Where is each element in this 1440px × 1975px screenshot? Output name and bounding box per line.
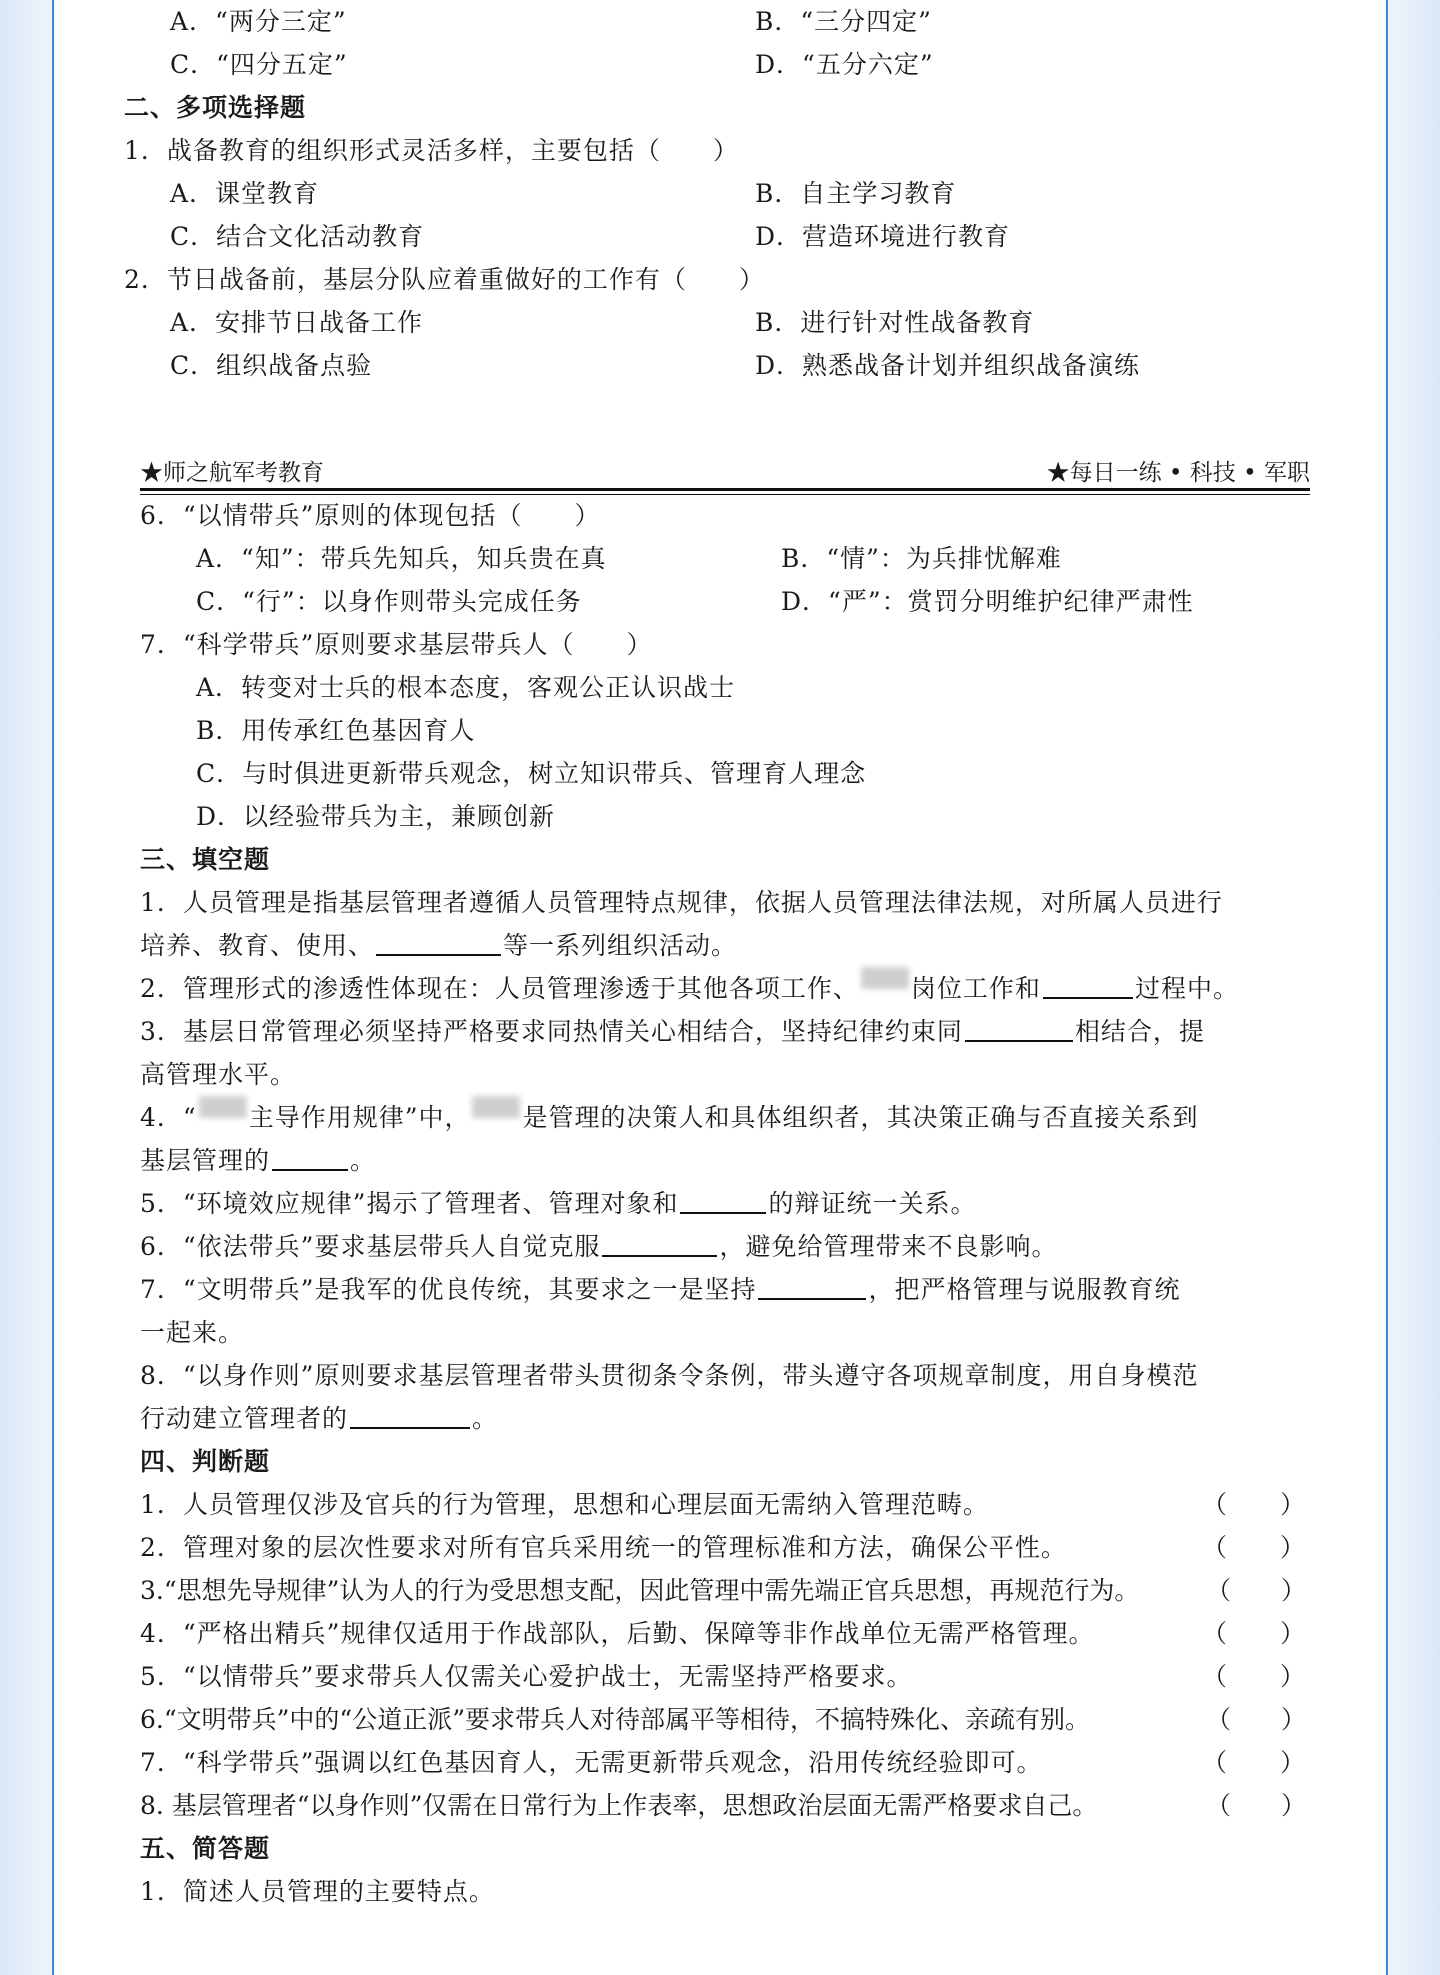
text: 过程中。 [1134, 974, 1239, 1003]
option-c: C．“四分五定” [170, 50, 348, 79]
fill-q8-line1: 8．“以身作则”原则要求基层管理者带头贯彻条令条例，带头遵守各项规章制度，用自身模范 [140, 1361, 1199, 1390]
fill-q1-line2 [140, 924, 1310, 967]
judge-item [140, 1698, 1310, 1741]
options-row [140, 537, 1310, 580]
judge-statement: 5．“以情带兵”要求带兵人仅需关心爱护战士，无需坚持严格要求。 [140, 1662, 913, 1691]
right-page-edge [1386, 0, 1440, 1975]
answer-parens[interactable]: （ ） [1201, 1490, 1306, 1519]
judge-item [140, 1655, 1310, 1698]
document-page [54, 0, 1386, 1975]
options-row [140, 580, 1310, 623]
section-heading-short: 五、简答题 [140, 1834, 271, 1863]
option-d: D．“五分六定” [755, 50, 934, 79]
judge-statement: 1．人员管理仅涉及官兵的行为管理，思想和心理层面无需纳入管理范畴。 [140, 1490, 989, 1519]
options-row [124, 344, 1294, 387]
option-c: C．组织战备点验 [170, 351, 373, 380]
text: 2．管理形式的渗透性体现在：人员管理渗透于其他各项工作、 [140, 974, 859, 1003]
text: 的辩证统一关系。 [768, 1189, 977, 1218]
question-stem: 2．节日战备前，基层分队应着重做好的工作有（ ） [124, 265, 765, 294]
option-a: A．“知”：带兵先知兵，知兵贵在真 [196, 544, 607, 573]
text: 是管理的决策人和具体组织者，其决策正确与否直接关系到 [522, 1103, 1199, 1132]
answer-blank[interactable] [272, 1139, 348, 1171]
text: 7．“文明带兵”是我军的优良传统，其要求之一是坚持 [140, 1275, 757, 1304]
option-c: C．结合文化活动教育 [170, 222, 425, 251]
header-rule-thick [140, 488, 1310, 491]
short-answer-question: 1．简述人员管理的主要特点。 [140, 1877, 495, 1906]
answer-blank[interactable] [680, 1182, 766, 1214]
text: 岗位工作和 [910, 974, 1041, 1003]
redacted-text [861, 967, 909, 989]
text: 3．基层日常管理必须坚持严格要求同热情关心相结合，坚持纪律约束同 [140, 1017, 963, 1046]
fill-q7-line2: 一起来。 [140, 1318, 245, 1347]
option-b: B．进行针对性战备教育 [755, 308, 1035, 337]
judge-item [140, 1569, 1310, 1612]
fill-q4-line1 [140, 1096, 1310, 1139]
option-a: A．安排节日战备工作 [170, 308, 424, 337]
option-b: B．“三分四定” [755, 7, 932, 36]
text: 主导作用规律”中， [248, 1103, 471, 1132]
answer-blank[interactable] [1043, 967, 1133, 999]
answer-parens[interactable]: （ ） [1201, 1619, 1306, 1648]
option-d: D．营造环境进行教育 [755, 222, 1011, 251]
fill-q8-line2 [140, 1397, 1310, 1440]
text: 。 [350, 1146, 377, 1175]
section-heading-fill: 三、填空题 [140, 845, 271, 874]
answer-parens[interactable]: （ ） [1201, 1662, 1306, 1691]
judge-statement: 2．管理对象的层次性要求对所有官兵采用统一的管理标准和方法，确保公平性。 [140, 1533, 1067, 1562]
option-d: D．熟悉战备计划并组织战备演练 [755, 351, 1141, 380]
fill-q5 [140, 1182, 1310, 1225]
options-row [124, 301, 1294, 344]
fill-q3-line1 [140, 1010, 1310, 1053]
redacted-text [199, 1096, 247, 1118]
text: 5．“环境效应规律”揭示了管理者、管理对象和 [140, 1189, 679, 1218]
option-a: A．“两分三定” [170, 7, 347, 36]
header-right-text: ★每日一练 • 科技 • 军职 [1046, 460, 1310, 486]
fill-q6 [140, 1225, 1310, 1268]
answer-parens[interactable]: （ ） [1205, 1576, 1306, 1605]
text: ，把严格管理与说服教育统 [868, 1275, 1181, 1304]
answer-blank[interactable] [758, 1268, 866, 1300]
judge-item [140, 1784, 1310, 1827]
text: ，避免给管理带来不良影响。 [719, 1232, 1058, 1261]
option-b: B．“情”：为兵排忧解难 [781, 544, 1062, 573]
answer-blank[interactable] [376, 924, 501, 956]
judge-statement: 3.“思想先导规律”认为人的行为受思想支配，因此管理中需先端正官兵思想，再规范行为。 [140, 1576, 1140, 1605]
option-b: B．自主学习教育 [755, 179, 957, 208]
fill-q4-line2 [140, 1139, 1310, 1182]
answer-parens[interactable]: （ ） [1205, 1705, 1306, 1734]
judge-item [140, 1526, 1310, 1569]
fill-q2 [140, 967, 1310, 1010]
text: 等一系列组织活动。 [503, 931, 738, 960]
option-c: C．与时俱进更新带兵观念，树立知识带兵、管理育人理念 [196, 759, 867, 788]
judge-statement: 4．“严格出精兵”规律仅适用于作战部队，后勤、保障等非作战单位无需严格管理。 [140, 1619, 1095, 1648]
text: 基层管理的 [140, 1146, 271, 1175]
option-d: D．以经验带兵为主，兼顾创新 [196, 802, 556, 831]
question-stem: 7．“科学带兵”原则要求基层带兵人（ ） [140, 630, 653, 659]
text: 4．“ [140, 1103, 197, 1132]
text: 行动建立管理者的 [140, 1404, 349, 1433]
option-a: A．转变对士兵的根本态度，客观公正认识战士 [196, 673, 736, 702]
text: 6．“依法带兵”要求基层带兵人自觉克服 [140, 1232, 601, 1261]
text: 。 [472, 1404, 499, 1433]
answer-parens[interactable]: （ ） [1201, 1748, 1306, 1777]
main-section [140, 494, 1310, 1913]
prev-options-row-2 [124, 43, 1294, 86]
top-section [124, 0, 1294, 387]
option-c: C．“行”：以身作则带头完成任务 [196, 587, 582, 616]
options-row [124, 215, 1294, 258]
option-d: D．“严”：赏罚分明维护纪律严肃性 [781, 587, 1194, 616]
header-left-text: ★师之航军考教育 [140, 460, 324, 486]
answer-parens[interactable]: （ ） [1201, 1533, 1306, 1562]
left-page-edge [0, 0, 54, 1975]
text: 相结合，提 [1074, 1017, 1205, 1046]
page-header [140, 450, 1310, 494]
question-stem: 6．“以情带兵”原则的体现包括（ ） [140, 501, 601, 530]
judge-item [140, 1612, 1310, 1655]
text: 培养、教育、使用、 [140, 931, 375, 960]
answer-blank[interactable] [602, 1225, 717, 1257]
prev-options-row-1 [124, 0, 1294, 43]
answer-blank[interactable] [350, 1397, 470, 1429]
options-row [124, 172, 1294, 215]
judge-statement: 7．“科学带兵”强调以红色基因育人，无需更新带兵观念，沿用传统经验即可。 [140, 1748, 1043, 1777]
redacted-text [472, 1096, 520, 1118]
fill-q1-line1: 1．人员管理是指基层管理者遵循人员管理特点规律，依据人员管理法律法规，对所属人员进行 [140, 888, 1223, 917]
question-stem: 1．战备教育的组织形式灵活多样，主要包括（ ） [124, 136, 739, 165]
judge-item [140, 1741, 1310, 1784]
fill-q7-line1 [140, 1268, 1310, 1311]
judge-item [140, 1483, 1310, 1526]
judge-statement: 6.“文明带兵”中的“公道正派”要求带兵人对待部属平等相待，不搞特殊化、亲疏有别。 [140, 1705, 1090, 1734]
section-heading-judge: 四、判断题 [140, 1447, 271, 1476]
answer-blank[interactable] [965, 1010, 1073, 1042]
option-b: B．用传承红色基因育人 [196, 716, 476, 745]
section-heading-multi: 二、多项选择题 [124, 93, 307, 122]
fill-q3-line2: 高管理水平。 [140, 1060, 297, 1089]
judge-statement: 8. 基层管理者“以身作则”仅需在日常行为上作表率，思想政治层面无需严格要求自己。 [140, 1791, 1098, 1820]
answer-parens[interactable]: （ ） [1205, 1791, 1306, 1820]
option-a: A．课堂教育 [170, 179, 320, 208]
